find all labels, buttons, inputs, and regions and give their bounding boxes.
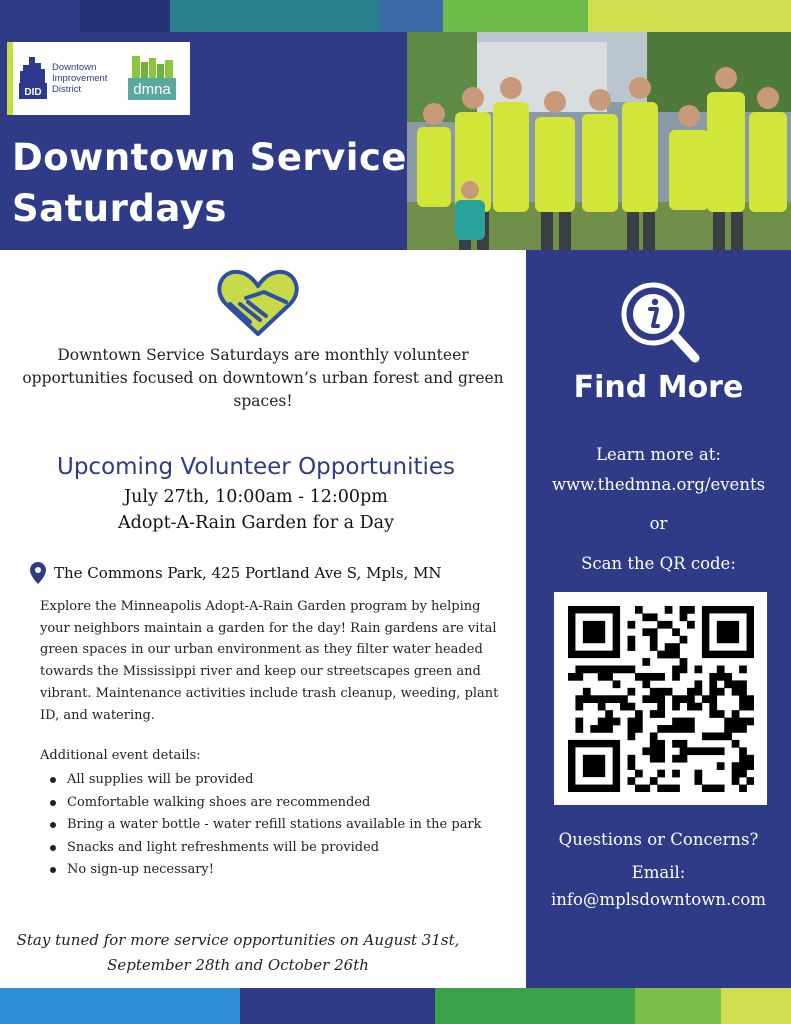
main-content: [0, 250, 526, 988]
find-more-title: Find More: [573, 370, 744, 405]
details-heading: Additional event details:: [40, 748, 201, 763]
learn-more-label: Learn more at:: [596, 445, 721, 464]
info-magnifier-icon: [619, 280, 703, 370]
list-item: All supplies will be provided: [50, 769, 482, 792]
email-link[interactable]: info@mplsdowntown.com: [550, 890, 767, 909]
event-date: July 27th, 10:00am - 12:00pm: [124, 487, 388, 507]
svg-text:dmna: dmna: [133, 80, 171, 98]
dmna-logo: [128, 54, 176, 104]
footer-note: [0, 928, 476, 978]
list-item: Bring a water bottle - water refill stations available in the park: [50, 814, 482, 837]
list-item: Snacks and light refreshments will be provided: [50, 837, 482, 860]
did-logo-icon: [19, 55, 47, 103]
details-list: [50, 769, 482, 882]
logo-box: [7, 42, 190, 115]
events-url-link[interactable]: www.thedmna.org/events: [551, 475, 766, 494]
footer-note-line-1: Stay tuned for more service opportunities on August 31st,: [16, 931, 460, 949]
page-title: [12, 132, 407, 234]
svg-text:DID: DID: [24, 86, 42, 98]
qr-code[interactable]: [554, 592, 767, 805]
list-item: No sign-up necessary!: [50, 859, 482, 882]
handshake-heart-icon: [216, 268, 300, 342]
did-logo-text: Downtown Improvement District: [52, 62, 108, 95]
title-line-2: Saturdays: [12, 187, 227, 230]
event-description: Explore the Minneapolis Adopt-A-Rain Garden program by helping your neighbors maintain a garden for the day! Rain gardens are vital green spaces in our urban environment as they filter water headed towards the Mississippi river and keep our streetscapes green and vibrant. Maintenance activities include trash cleanup, weeding, plant ID, and watering.: [40, 599, 499, 723]
qr-code-icon: [568, 606, 754, 792]
did-logo: [19, 55, 118, 103]
or-text: or: [649, 514, 668, 533]
location-row: [30, 562, 442, 584]
find-more-panel: [526, 250, 791, 988]
intro-text: Downtown Service Saturdays are monthly volunteer opportunities focused on downtown’s urban forest and green spaces!: [22, 346, 504, 410]
top-color-bar: [0, 0, 791, 32]
header-banner: [0, 32, 791, 250]
location-text: The Commons Park, 425 Portland Ave S, Mpls, MN: [54, 564, 442, 582]
list-item: Comfortable walking shoes are recommended: [50, 792, 482, 815]
event-name: Adopt-A-Rain Garden for a Day: [118, 513, 394, 533]
bottom-color-bar: [0, 988, 791, 1024]
footer-note-line-2: September 28th and October 26th: [107, 956, 369, 974]
map-pin-icon: [30, 562, 46, 584]
questions-label: Questions or Concerns?: [558, 830, 759, 849]
upcoming-heading: Upcoming Volunteer Opportunities: [56, 454, 456, 480]
volunteer-group-photo: [407, 32, 791, 250]
email-label: Email:: [631, 863, 686, 882]
scan-qr-label: Scan the QR code:: [581, 554, 736, 573]
title-line-1: Downtown Service: [12, 136, 407, 179]
